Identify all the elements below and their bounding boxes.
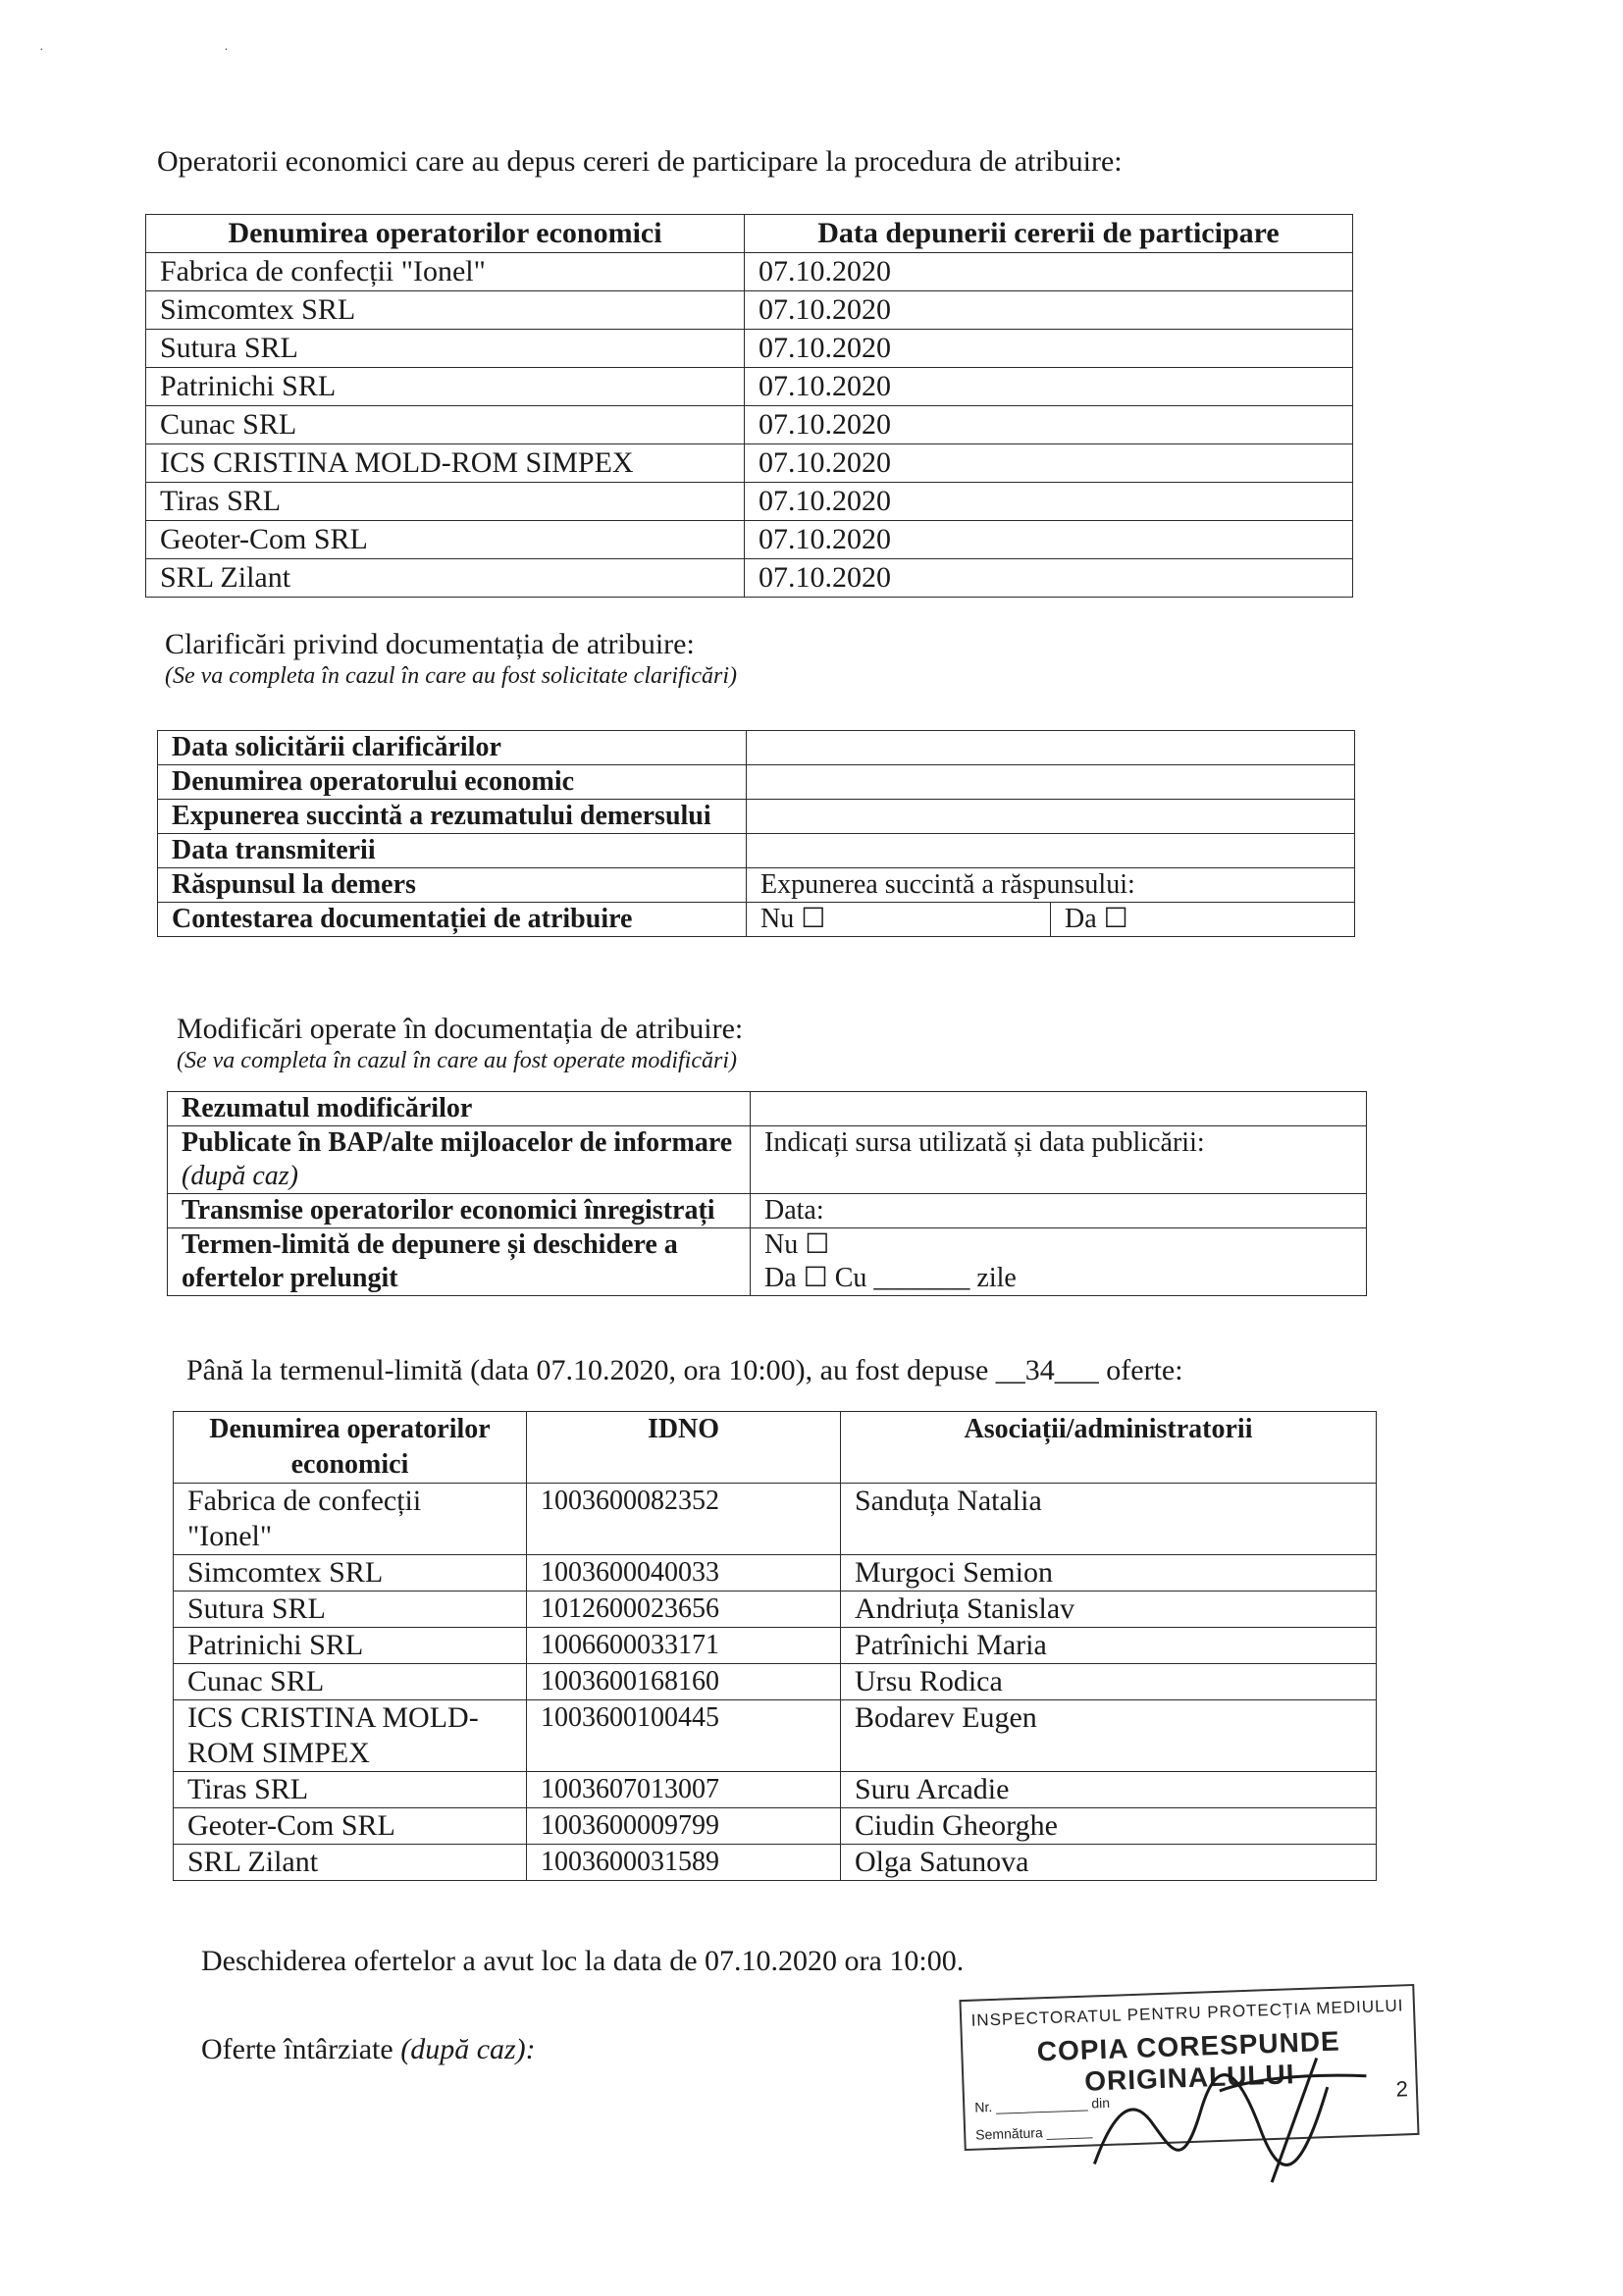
section3-title: Modificări operate în documentația de atribuire: — [177, 1013, 744, 1045]
table-row — [146, 330, 1353, 368]
late-offers-line — [201, 2033, 536, 2067]
idno: 1003600031589 — [527, 1845, 841, 1881]
row-value — [751, 1092, 1367, 1126]
table-row — [146, 368, 1353, 406]
stamp-number-field: Nr. ____________ din — [974, 2094, 1111, 2115]
table-row — [174, 1700, 1377, 1772]
submission-date: 07.10.2020 — [745, 483, 1353, 521]
row-value — [747, 800, 1355, 834]
clarifications-table — [157, 730, 1355, 937]
idno: 1012600023656 — [527, 1592, 841, 1628]
table-row — [168, 1126, 1367, 1194]
certification-stamp — [959, 1984, 1419, 2151]
table-row — [146, 444, 1353, 483]
table-row — [174, 1845, 1377, 1881]
submission-date: 07.10.2020 — [745, 444, 1353, 483]
col-header-administrators: Asociații/administratorii — [841, 1412, 1377, 1484]
submission-date: 07.10.2020 — [745, 253, 1353, 291]
table-row — [146, 291, 1353, 330]
submission-date: 07.10.2020 — [745, 291, 1353, 330]
option-yes: Da ☐ Cu _______ zile — [764, 1263, 1017, 1293]
operator-name: Cunac SRL — [174, 1664, 527, 1700]
offers-table — [173, 1411, 1377, 1881]
stamp-certification: COPIA CORESPUNDE ORIGINALULUI — [1036, 2025, 1341, 2097]
row-label: Expunerea succintă a rezumatului demersului — [158, 800, 747, 834]
section4-title: Până la termenul-limită (data 07.10.2020, ora 10:00), au fost depuse __34___ oferte: — [186, 1354, 1183, 1386]
stamp-date-label: din — [1091, 2094, 1111, 2112]
handwritten-signature — [1072, 2046, 1390, 2194]
table-row — [158, 834, 1355, 868]
col-header-operator: Denumirea operatorilor economici — [174, 1412, 527, 1484]
late-offers-label: Oferte întârziate — [201, 2033, 393, 2065]
table-row — [146, 406, 1353, 444]
submission-date: 07.10.2020 — [745, 521, 1353, 559]
idno: 1003600100445 — [527, 1700, 841, 1772]
operator-name: Sutura SRL — [146, 330, 745, 368]
section2-title: Clarificări privind documentația de atribuire: — [165, 628, 695, 660]
operator-name: ICS CRISTINA MOLD-ROM SIMPEX — [174, 1700, 527, 1772]
col-header-idno: IDNO — [527, 1412, 841, 1484]
administrator: Bodarev Eugen — [841, 1700, 1377, 1772]
row-value: Data: — [751, 1194, 1367, 1228]
submission-date: 07.10.2020 — [745, 406, 1353, 444]
table-row — [146, 483, 1353, 521]
section1-title: Operatorii economici care au depus cereri de participare la procedura de atribuire: — [157, 145, 1123, 178]
modifications-table — [167, 1091, 1367, 1296]
row-value — [747, 765, 1355, 800]
operator-name: Patrinichi SRL — [146, 368, 745, 406]
submission-date: 07.10.2020 — [745, 330, 1353, 368]
row-value: Expunerea succintă a răspunsului: — [747, 868, 1355, 903]
col-header-date: Data depunerii cererii de participare — [745, 215, 1353, 253]
row-label-text: Publicate în BAP/alte mijloacelor de informare — [182, 1127, 733, 1158]
section3-note: (Se va completa în cazul în care au fost operate modificări) — [177, 1048, 737, 1073]
row-value — [751, 1228, 1367, 1296]
operator-name: Sutura SRL — [174, 1592, 527, 1628]
option-no: Nu ☐ — [747, 903, 1051, 937]
administrator: Ursu Rodica — [841, 1664, 1377, 1700]
section2-note: (Se va completa în cazul în care au fost solicitate clarificări) — [165, 663, 737, 689]
row-label: Rezumatul modificărilor — [168, 1092, 751, 1126]
idno: 1003600082352 — [527, 1484, 841, 1555]
table-row — [174, 1555, 1377, 1592]
table-header-row — [146, 215, 1353, 253]
idno: 1003600009799 — [527, 1808, 841, 1845]
operator-name: SRL Zilant — [146, 559, 745, 598]
row-label: Răspunsul la demers — [158, 868, 747, 903]
table-row — [174, 1808, 1377, 1845]
row-value: Indicați sursa utilizată și data publicării: — [751, 1126, 1367, 1194]
table-row — [174, 1772, 1377, 1808]
administrator: Ciudin Gheorghe — [841, 1808, 1377, 1845]
table-row — [146, 253, 1353, 291]
row-value — [747, 834, 1355, 868]
row-label — [168, 1126, 751, 1194]
table-row — [158, 731, 1355, 765]
stamp-number-label: Nr. — [974, 2099, 993, 2115]
stamp-signature-label: Semnătura — [974, 2124, 1043, 2143]
table-row — [168, 1092, 1367, 1126]
applicants-table — [145, 214, 1353, 598]
operator-name: SRL Zilant — [174, 1845, 527, 1881]
row-label: Denumirea operatorului economic — [158, 765, 747, 800]
operator-name: Simcomtex SRL — [146, 291, 745, 330]
row-value — [747, 731, 1355, 765]
table-row — [174, 1484, 1377, 1555]
operator-name: Fabrica de confecții "Ionel" — [174, 1484, 527, 1555]
row-label-note: (după caz) — [182, 1161, 298, 1191]
table-row — [158, 903, 1355, 937]
row-label: Termen-limită de depunere și deschidere a ofertelor prelungit — [168, 1228, 751, 1296]
row-label: Contestarea documentației de atribuire — [158, 903, 747, 937]
opening-statement: Deschiderea ofertelor a avut loc la data de 07.10.2020 ora 10:00. — [201, 1945, 965, 1977]
idno: 1003607013007 — [527, 1772, 841, 1808]
table-row — [158, 765, 1355, 800]
table-header-row — [174, 1412, 1377, 1484]
table-row — [168, 1228, 1367, 1296]
operator-name: Cunac SRL — [146, 406, 745, 444]
table-row — [158, 800, 1355, 834]
option-yes: Da ☐ — [1051, 903, 1355, 937]
operator-name: Patrinichi SRL — [174, 1628, 527, 1664]
operator-name: ICS CRISTINA MOLD-ROM SIMPEX — [146, 444, 745, 483]
operator-name: Geoter-Com SRL — [146, 521, 745, 559]
late-offers-note: (după caz): — [400, 2033, 536, 2065]
row-label: Transmise operatorilor economici înregistrați — [168, 1194, 751, 1228]
row-label: Data solicitării clarificărilor — [158, 731, 747, 765]
col-header-operator: Denumirea operatorilor economici — [146, 215, 745, 253]
idno: 1003600168160 — [527, 1664, 841, 1700]
administrator: Olga Satunova — [841, 1845, 1377, 1881]
idno: 1006600033171 — [527, 1628, 841, 1664]
option-no: Nu ☐ — [764, 1229, 830, 1260]
operator-name: Tiras SRL — [174, 1772, 527, 1808]
administrator: Patrînichi Maria — [841, 1628, 1377, 1664]
table-row — [168, 1194, 1367, 1228]
administrator: Murgoci Semion — [841, 1555, 1377, 1592]
row-label: Data transmiterii — [158, 834, 747, 868]
table-row — [158, 868, 1355, 903]
table-row — [174, 1628, 1377, 1664]
administrator: Suru Arcadie — [841, 1772, 1377, 1808]
operator-name: Simcomtex SRL — [174, 1555, 527, 1592]
idno: 1003600040033 — [527, 1555, 841, 1592]
administrator: Andriuța Stanislav — [841, 1592, 1377, 1628]
stamp-signature-field: Semnătura ______ — [974, 2122, 1093, 2143]
operator-name: Tiras SRL — [146, 483, 745, 521]
operator-name: Geoter-Com SRL — [174, 1808, 527, 1845]
stamp-authority: INSPECTORATUL PENTRU PROTECȚIA MEDIULUI — [970, 1996, 1404, 2030]
table-row — [146, 559, 1353, 598]
administrator: Sanduța Natalia — [841, 1484, 1377, 1555]
submission-date: 07.10.2020 — [745, 559, 1353, 598]
operator-name: Fabrica de confecții "Ionel" — [146, 253, 745, 291]
table-row — [174, 1664, 1377, 1700]
page-number: 2 — [1395, 2076, 1409, 2102]
submission-date: 07.10.2020 — [745, 368, 1353, 406]
table-row — [146, 521, 1353, 559]
table-row — [174, 1592, 1377, 1628]
scan-specks: · · — [39, 43, 317, 58]
